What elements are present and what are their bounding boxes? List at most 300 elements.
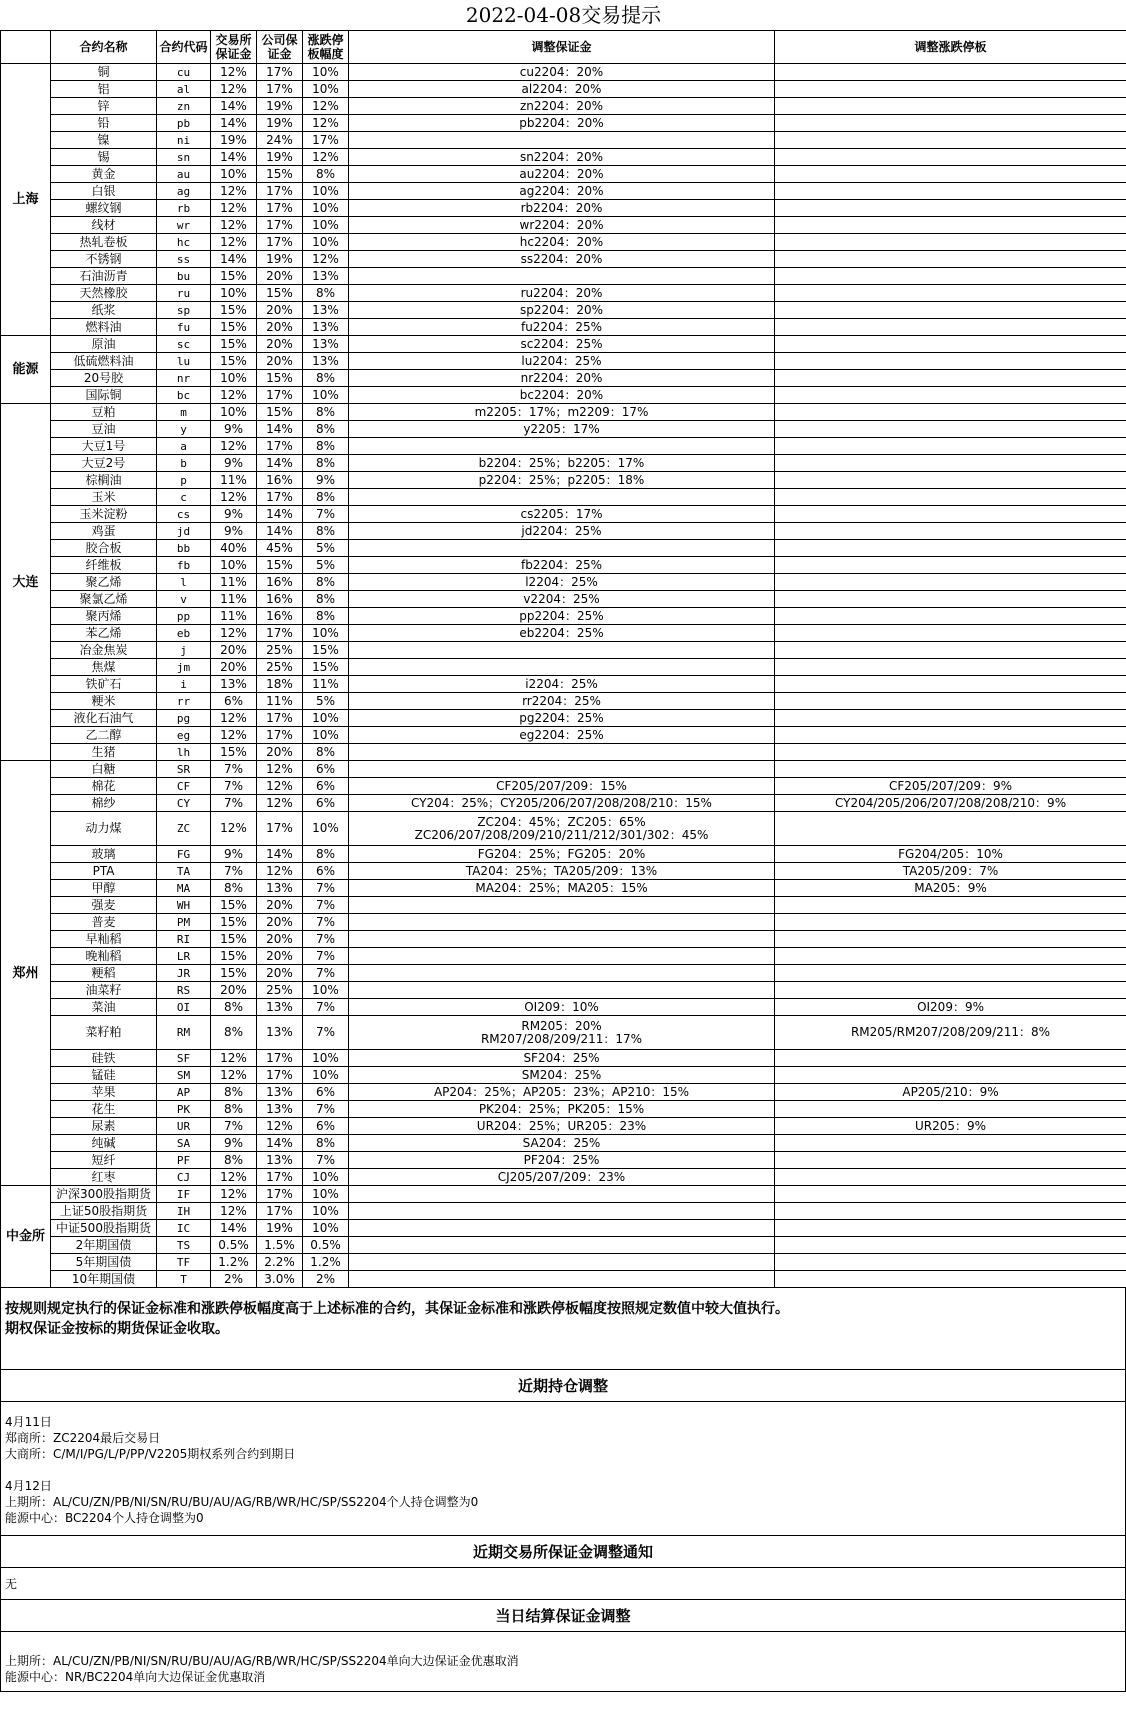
contract-name: 纸浆 xyxy=(51,302,157,319)
price-limit: 0.5% xyxy=(303,1237,349,1254)
exchange-margin: 9% xyxy=(211,846,257,863)
contract-name: 锡 xyxy=(51,149,157,166)
company-margin: 17% xyxy=(257,234,303,251)
exchange-margin: 7% xyxy=(211,1118,257,1135)
contract-name: 原油 xyxy=(51,336,157,353)
price-limit: 8% xyxy=(303,489,349,506)
adjust-margin: fu2204：25% xyxy=(349,319,775,336)
contract-code: eb xyxy=(157,625,211,642)
company-margin: 13% xyxy=(257,1084,303,1101)
price-limit: 13% xyxy=(303,302,349,319)
adjust-limit xyxy=(775,81,1126,98)
price-limit: 15% xyxy=(303,642,349,659)
contract-code: b xyxy=(157,455,211,472)
contract-code: LR xyxy=(157,948,211,965)
company-margin: 14% xyxy=(257,1135,303,1152)
contract-code: lh xyxy=(157,744,211,761)
adjust-margin xyxy=(349,1237,775,1254)
holding-line: 能源中心：BC2204个人持仓调整为0 xyxy=(5,1511,204,1525)
contract-name: 尿素 xyxy=(51,1118,157,1135)
company-margin: 16% xyxy=(257,574,303,591)
contract-name: 棕榈油 xyxy=(51,472,157,489)
exchange-margin: 10% xyxy=(211,404,257,421)
table-row xyxy=(1,251,1126,268)
contract-code: pb xyxy=(157,115,211,132)
contract-name: 中证500股指期货 xyxy=(51,1220,157,1237)
company-margin: 15% xyxy=(257,285,303,302)
contract-name: 苯乙烯 xyxy=(51,625,157,642)
exchange-margin: 7% xyxy=(211,761,257,778)
contract-name: 豆粕 xyxy=(51,404,157,421)
table-row xyxy=(1,387,1126,404)
holding-line: 郑商所：ZC2204最后交易日 xyxy=(5,1431,161,1445)
exchange-margin: 8% xyxy=(211,1084,257,1101)
contract-code: MA xyxy=(157,880,211,897)
table-row xyxy=(1,625,1126,642)
adjust-limit xyxy=(775,472,1126,489)
adjust-limit xyxy=(775,591,1126,608)
table-row xyxy=(1,540,1126,557)
contract-name: 沪深300股指期货 xyxy=(51,1186,157,1203)
company-margin: 17% xyxy=(257,387,303,404)
contract-code: OI xyxy=(157,999,211,1016)
company-margin: 20% xyxy=(257,931,303,948)
exchange-margin: 12% xyxy=(211,1203,257,1220)
adjust-margin xyxy=(349,931,775,948)
adjust-limit xyxy=(775,200,1126,217)
contract-code: pp xyxy=(157,608,211,625)
table-row xyxy=(1,438,1126,455)
exchange-margin: 9% xyxy=(211,455,257,472)
header-company-margin: 公司保证金 xyxy=(257,31,303,64)
adjust-margin: lu2204：25% xyxy=(349,353,775,370)
exchange-margin: 12% xyxy=(211,64,257,81)
adjust-margin: rb2204：20% xyxy=(349,200,775,217)
header-adjust-margin: 调整保证金 xyxy=(349,31,775,64)
footnote-line-2: 期权保证金按标的期货保证金收取。 xyxy=(5,1321,229,1337)
table-row xyxy=(1,1271,1126,1288)
settlement-line: 能源中心：NR/BC2204单向大边保证金优惠取消 xyxy=(5,1670,266,1684)
company-margin: 13% xyxy=(257,1152,303,1169)
exchange-cell: 大连 xyxy=(1,404,51,761)
company-margin: 25% xyxy=(257,659,303,676)
adjust-limit xyxy=(775,557,1126,574)
adjust-margin: sp2204：20% xyxy=(349,302,775,319)
adjust-margin-line: RM207/208/209/211：17% xyxy=(480,1031,643,1046)
price-limit: 6% xyxy=(303,1084,349,1101)
table-row xyxy=(1,999,1126,1016)
exchange-margin: 15% xyxy=(211,336,257,353)
company-margin: 17% xyxy=(257,812,303,846)
adjust-margin: eg2204：25% xyxy=(349,727,775,744)
adjust-margin: ag2204：20% xyxy=(349,183,775,200)
contract-code: l xyxy=(157,574,211,591)
exchange-margin: 12% xyxy=(211,387,257,404)
price-limit: 10% xyxy=(303,387,349,404)
contract-code: TF xyxy=(157,1254,211,1271)
adjust-margin: bc2204：20% xyxy=(349,387,775,404)
price-limit: 7% xyxy=(303,897,349,914)
price-limit: 8% xyxy=(303,166,349,183)
table-row xyxy=(1,1118,1126,1135)
company-margin: 2.2% xyxy=(257,1254,303,1271)
company-margin: 20% xyxy=(257,302,303,319)
contract-name: 动力煤 xyxy=(51,812,157,846)
company-margin: 16% xyxy=(257,472,303,489)
adjust-limit xyxy=(775,1254,1126,1271)
price-limit: 8% xyxy=(303,285,349,302)
company-margin: 19% xyxy=(257,251,303,268)
contract-name: 强麦 xyxy=(51,897,157,914)
adjust-limit xyxy=(775,710,1126,727)
exchange-margin: 11% xyxy=(211,574,257,591)
table-row xyxy=(1,217,1126,234)
table-row xyxy=(1,880,1126,897)
company-margin: 14% xyxy=(257,506,303,523)
adjust-margin: FG204：25%；FG205：20% xyxy=(349,846,775,863)
table-row xyxy=(1,1203,1126,1220)
contract-code: TS xyxy=(157,1237,211,1254)
adjust-limit: RM205/RM207/208/209/211：8% xyxy=(775,1016,1126,1050)
adjust-margin: sn2204：20% xyxy=(349,149,775,166)
price-limit: 15% xyxy=(303,659,349,676)
exchange-margin: 9% xyxy=(211,506,257,523)
adjust-margin xyxy=(349,1254,775,1271)
adjust-margin: i2204：25% xyxy=(349,676,775,693)
contract-code: lu xyxy=(157,353,211,370)
company-margin: 19% xyxy=(257,98,303,115)
adjust-limit xyxy=(775,1050,1126,1067)
table-row xyxy=(1,1254,1126,1271)
table-row xyxy=(1,1135,1126,1152)
price-limit: 7% xyxy=(303,880,349,897)
company-margin: 18% xyxy=(257,676,303,693)
exchange-cell: 上海 xyxy=(1,64,51,336)
price-limit: 10% xyxy=(303,200,349,217)
table-row xyxy=(1,1084,1126,1101)
adjust-limit xyxy=(775,1101,1126,1118)
table-row xyxy=(1,183,1126,200)
holding-line-spacer xyxy=(5,1462,1121,1478)
price-limit: 7% xyxy=(303,1152,349,1169)
price-limit: 6% xyxy=(303,1118,349,1135)
adjust-limit xyxy=(775,1152,1126,1169)
price-limit: 10% xyxy=(303,64,349,81)
contract-name: 冶金焦炭 xyxy=(51,642,157,659)
exchange-margin: 8% xyxy=(211,1152,257,1169)
exchange-margin: 14% xyxy=(211,115,257,132)
exchange-margin: 14% xyxy=(211,251,257,268)
contract-code: JR xyxy=(157,965,211,982)
price-limit: 17% xyxy=(303,132,349,149)
adjust-margin: fb2204：25% xyxy=(349,557,775,574)
company-margin: 45% xyxy=(257,540,303,557)
adjust-limit xyxy=(775,506,1126,523)
contract-code: ru xyxy=(157,285,211,302)
price-limit: 7% xyxy=(303,1016,349,1050)
adjust-margin: v2204：25% xyxy=(349,591,775,608)
company-margin: 20% xyxy=(257,744,303,761)
company-margin: 14% xyxy=(257,455,303,472)
company-margin: 17% xyxy=(257,200,303,217)
table-row xyxy=(1,761,1126,778)
adjust-margin xyxy=(349,1203,775,1220)
table-row xyxy=(1,166,1126,183)
holding-line: 4月11日 xyxy=(5,1415,52,1429)
adjust-margin: SA204：25% xyxy=(349,1135,775,1152)
contract-name: 镍 xyxy=(51,132,157,149)
adjust-margin-line: RM205：20% xyxy=(521,1018,602,1033)
contract-code: a xyxy=(157,438,211,455)
adjust-limit xyxy=(775,625,1126,642)
contract-name: 菜油 xyxy=(51,999,157,1016)
table-row xyxy=(1,1050,1126,1067)
table-row xyxy=(1,64,1126,81)
adjust-limit xyxy=(775,1220,1126,1237)
page-title: 2022-04-08交易提示 xyxy=(1,0,1126,31)
adjust-margin xyxy=(349,438,775,455)
contract-code: au xyxy=(157,166,211,183)
contract-code: FG xyxy=(157,846,211,863)
table-row xyxy=(1,132,1126,149)
adjust-margin xyxy=(349,744,775,761)
contract-name: 粳稻 xyxy=(51,965,157,982)
company-margin: 15% xyxy=(257,404,303,421)
contract-name: 铝 xyxy=(51,81,157,98)
adjust-limit xyxy=(775,404,1126,421)
contract-code: m xyxy=(157,404,211,421)
table-row xyxy=(1,285,1126,302)
exchange-margin: 10% xyxy=(211,370,257,387)
adjust-limit xyxy=(775,336,1126,353)
table-row xyxy=(1,914,1126,931)
holding-line: 4月12日 xyxy=(5,1479,52,1493)
company-margin: 13% xyxy=(257,1101,303,1118)
exchange-margin: 10% xyxy=(211,166,257,183)
price-limit: 10% xyxy=(303,1220,349,1237)
adjust-margin xyxy=(349,489,775,506)
price-limit: 8% xyxy=(303,846,349,863)
contract-code: eg xyxy=(157,727,211,744)
price-limit: 7% xyxy=(303,948,349,965)
contract-name: 铁矿石 xyxy=(51,676,157,693)
exchange-margin: 11% xyxy=(211,472,257,489)
contract-name: 鸡蛋 xyxy=(51,523,157,540)
adjust-margin xyxy=(349,1271,775,1288)
contract-code: IC xyxy=(157,1220,211,1237)
table-row xyxy=(1,98,1126,115)
contract-name: 锰硅 xyxy=(51,1067,157,1084)
adjust-limit xyxy=(775,455,1126,472)
table-row xyxy=(1,965,1126,982)
table-row xyxy=(1,676,1126,693)
table-row xyxy=(1,659,1126,676)
table-row xyxy=(1,302,1126,319)
contract-code: T xyxy=(157,1271,211,1288)
company-margin: 17% xyxy=(257,625,303,642)
company-margin: 24% xyxy=(257,132,303,149)
exchange-cell: 能源 xyxy=(1,336,51,404)
contract-name: 线材 xyxy=(51,217,157,234)
adjust-margin: jd2204：25% xyxy=(349,523,775,540)
contract-name: 玉米 xyxy=(51,489,157,506)
adjust-margin xyxy=(349,914,775,931)
price-limit: 13% xyxy=(303,353,349,370)
table-header xyxy=(1,31,1126,64)
price-limit: 5% xyxy=(303,693,349,710)
adjust-margin: zn2204：20% xyxy=(349,98,775,115)
price-limit: 10% xyxy=(303,1169,349,1186)
exchange-margin: 15% xyxy=(211,353,257,370)
adjust-margin: SF204：25% xyxy=(349,1050,775,1067)
contract-code: sc xyxy=(157,336,211,353)
contract-code: PK xyxy=(157,1101,211,1118)
contract-code: bc xyxy=(157,387,211,404)
adjust-limit xyxy=(775,965,1126,982)
company-margin: 17% xyxy=(257,489,303,506)
contract-code: IH xyxy=(157,1203,211,1220)
adjust-limit xyxy=(775,523,1126,540)
adjust-margin xyxy=(349,132,775,149)
header-limit: 涨跌停板幅度 xyxy=(303,31,349,64)
contract-code: CJ xyxy=(157,1169,211,1186)
table-row xyxy=(1,353,1126,370)
contract-code: p xyxy=(157,472,211,489)
adjust-limit: MA205：9% xyxy=(775,880,1126,897)
price-limit: 10% xyxy=(303,1203,349,1220)
price-limit: 10% xyxy=(303,81,349,98)
company-margin: 17% xyxy=(257,438,303,455)
adjust-limit xyxy=(775,98,1126,115)
table-row xyxy=(1,744,1126,761)
exchange-margin: 12% xyxy=(211,81,257,98)
price-limit: 10% xyxy=(303,625,349,642)
contract-code: ag xyxy=(157,183,211,200)
price-limit: 13% xyxy=(303,336,349,353)
price-limit: 7% xyxy=(303,999,349,1016)
contract-name: 玉米淀粉 xyxy=(51,506,157,523)
adjust-margin xyxy=(349,948,775,965)
price-limit: 10% xyxy=(303,812,349,846)
adjust-limit xyxy=(775,1237,1126,1254)
exchange-margin: 15% xyxy=(211,914,257,931)
adjust-limit xyxy=(775,268,1126,285)
price-limit: 10% xyxy=(303,217,349,234)
company-margin: 20% xyxy=(257,268,303,285)
company-margin: 20% xyxy=(257,336,303,353)
contract-code: SR xyxy=(157,761,211,778)
contract-name: 20号胶 xyxy=(51,370,157,387)
exchange-margin: 20% xyxy=(211,659,257,676)
company-margin: 13% xyxy=(257,1016,303,1050)
table-row xyxy=(1,863,1126,880)
adjust-margin xyxy=(349,642,775,659)
adjust-limit xyxy=(775,217,1126,234)
table-row xyxy=(1,557,1126,574)
adjust-limit xyxy=(775,370,1126,387)
price-limit: 8% xyxy=(303,421,349,438)
settlement-section-title: 当日结算保证金调整 xyxy=(0,1600,1126,1632)
adjust-margin: ru2204：20% xyxy=(349,285,775,302)
table-row xyxy=(1,1169,1126,1186)
company-margin: 12% xyxy=(257,795,303,812)
price-limit: 10% xyxy=(303,183,349,200)
contract-name: 螺纹钢 xyxy=(51,200,157,217)
company-margin: 17% xyxy=(257,710,303,727)
company-margin: 3.0% xyxy=(257,1271,303,1288)
contract-code: jm xyxy=(157,659,211,676)
contract-name: 硅铁 xyxy=(51,1050,157,1067)
contract-code: IF xyxy=(157,1186,211,1203)
price-limit: 8% xyxy=(303,404,349,421)
company-margin: 17% xyxy=(257,81,303,98)
adjust-limit xyxy=(775,1186,1126,1203)
adjust-limit xyxy=(775,166,1126,183)
contract-name: 大豆2号 xyxy=(51,455,157,472)
company-margin: 17% xyxy=(257,1203,303,1220)
contract-code: sn xyxy=(157,149,211,166)
adjust-margin: hc2204：20% xyxy=(349,234,775,251)
contract-name: 纯碱 xyxy=(51,1135,157,1152)
exchange-margin: 2% xyxy=(211,1271,257,1288)
company-margin: 17% xyxy=(257,1067,303,1084)
adjust-limit xyxy=(775,540,1126,557)
price-limit: 8% xyxy=(303,574,349,591)
table-row xyxy=(1,234,1126,251)
table-row xyxy=(1,149,1126,166)
contract-name: 花生 xyxy=(51,1101,157,1118)
adjust-limit xyxy=(775,1271,1126,1288)
contract-name: 铅 xyxy=(51,115,157,132)
contract-code: i xyxy=(157,676,211,693)
table-row xyxy=(1,1067,1126,1084)
adjust-margin: MA204：25%；MA205：15% xyxy=(349,880,775,897)
adjust-margin xyxy=(349,659,775,676)
exchange-margin: 12% xyxy=(211,1169,257,1186)
contract-name: 10年期国债 xyxy=(51,1271,157,1288)
contract-name: 液化石油气 xyxy=(51,710,157,727)
table-row xyxy=(1,421,1126,438)
adjust-limit xyxy=(775,897,1126,914)
contract-name: PTA xyxy=(51,863,157,880)
company-margin: 12% xyxy=(257,863,303,880)
contract-code: bu xyxy=(157,268,211,285)
notice-section-body: 无 xyxy=(0,1568,1126,1600)
adjust-limit xyxy=(775,149,1126,166)
exchange-margin: 12% xyxy=(211,183,257,200)
contract-code: zn xyxy=(157,98,211,115)
adjust-limit xyxy=(775,761,1126,778)
contract-name: 早籼稻 xyxy=(51,931,157,948)
adjust-margin xyxy=(349,1016,775,1050)
contract-name: 2年期国债 xyxy=(51,1237,157,1254)
adjust-limit xyxy=(775,438,1126,455)
adjust-margin: l2204：25% xyxy=(349,574,775,591)
contract-name: 菜籽粕 xyxy=(51,1016,157,1050)
contract-code: wr xyxy=(157,217,211,234)
contract-name: 锌 xyxy=(51,98,157,115)
table-row xyxy=(1,115,1126,132)
adjust-margin xyxy=(349,761,775,778)
table-row xyxy=(1,1220,1126,1237)
contract-name: 红枣 xyxy=(51,1169,157,1186)
price-limit: 8% xyxy=(303,523,349,540)
exchange-margin: 12% xyxy=(211,489,257,506)
exchange-margin: 8% xyxy=(211,1016,257,1050)
company-margin: 17% xyxy=(257,1186,303,1203)
adjust-limit: FG204/205：10% xyxy=(775,846,1126,863)
footnote-line-1: 按规则规定执行的保证金标准和涨跌停板幅度高于上述标准的合约，其保证金标准和涨跌停板幅度按照规定数值中较大值执行。 xyxy=(5,1301,789,1317)
